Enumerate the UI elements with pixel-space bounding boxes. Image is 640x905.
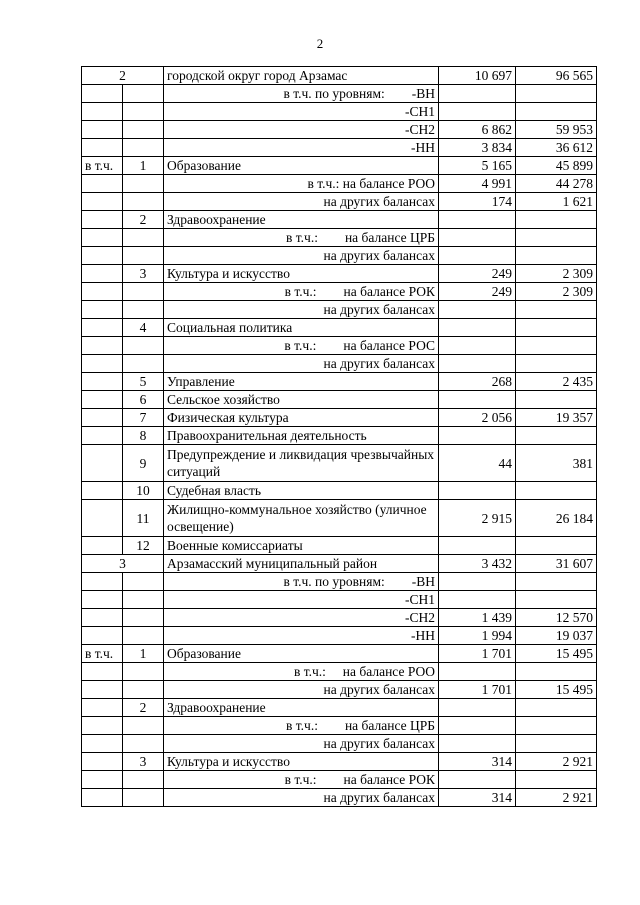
table-row xyxy=(82,699,597,717)
item-number-cell: 12 xyxy=(123,537,164,555)
value-1-cell xyxy=(439,573,516,591)
item-number-cell xyxy=(123,789,164,807)
item-number-cell xyxy=(123,247,164,265)
group-label-cell xyxy=(82,85,123,103)
table-row xyxy=(82,789,597,807)
name-cell: Социальная политика xyxy=(164,319,439,337)
group-label-cell xyxy=(82,175,123,193)
table-row xyxy=(82,500,597,537)
table-row xyxy=(82,482,597,500)
value-2-cell xyxy=(516,735,597,753)
value-1-cell xyxy=(439,85,516,103)
value-1-cell xyxy=(439,771,516,789)
value-2-cell: 31 607 xyxy=(516,555,597,573)
name-cell: в т.ч.: на балансе РОС xyxy=(164,337,439,355)
group-label-cell xyxy=(82,573,123,591)
table-row xyxy=(82,609,597,627)
item-number-cell: 8 xyxy=(123,427,164,445)
table-row xyxy=(82,537,597,555)
name-cell: в т.ч.: на балансе РОК xyxy=(164,283,439,301)
value-1-cell: 249 xyxy=(439,283,516,301)
value-2-cell: 2 435 xyxy=(516,373,597,391)
table-row xyxy=(82,139,597,157)
value-2-cell: 2 309 xyxy=(516,265,597,283)
value-2-cell: 15 495 xyxy=(516,681,597,699)
table-row xyxy=(82,753,597,771)
item-number-cell: 11 xyxy=(123,500,164,537)
table-row xyxy=(82,627,597,645)
value-1-cell: 6 862 xyxy=(439,121,516,139)
item-number-cell: 1 xyxy=(123,645,164,663)
value-2-cell: 19 357 xyxy=(516,409,597,427)
value-2-cell: 2 921 xyxy=(516,789,597,807)
item-number-cell: 5 xyxy=(123,373,164,391)
value-2-cell: 26 184 xyxy=(516,500,597,537)
table-row xyxy=(82,591,597,609)
name-cell: в т.ч.: на балансе РОК xyxy=(164,771,439,789)
table-row xyxy=(82,427,597,445)
item-number-cell xyxy=(123,85,164,103)
name-cell: на других балансах xyxy=(164,301,439,319)
name-cell: Образование xyxy=(164,157,439,175)
name-cell: Здравоохранение xyxy=(164,211,439,229)
value-1-cell xyxy=(439,337,516,355)
table-row xyxy=(82,355,597,373)
value-1-cell: 249 xyxy=(439,265,516,283)
group-label-cell xyxy=(82,355,123,373)
value-1-cell xyxy=(439,427,516,445)
name-cell: на других балансах xyxy=(164,681,439,699)
table-row xyxy=(82,67,597,85)
value-2-cell xyxy=(516,85,597,103)
name-cell: в т.ч.: на балансе ЦРБ xyxy=(164,229,439,247)
value-2-cell: 15 495 xyxy=(516,645,597,663)
value-1-cell xyxy=(439,247,516,265)
table-row xyxy=(82,717,597,735)
value-2-cell: 59 953 xyxy=(516,121,597,139)
group-label-cell xyxy=(82,391,123,409)
table-row xyxy=(82,211,597,229)
value-2-cell: 2 309 xyxy=(516,283,597,301)
name-cell: на других балансах xyxy=(164,193,439,211)
group-label-cell xyxy=(82,663,123,681)
value-2-cell xyxy=(516,427,597,445)
item-number-cell: 4 xyxy=(123,319,164,337)
row-number-cell: 3 xyxy=(82,555,164,573)
table-row xyxy=(82,555,597,573)
value-1-cell xyxy=(439,355,516,373)
item-number-cell: 2 xyxy=(123,699,164,717)
table-row xyxy=(82,103,597,121)
value-2-cell xyxy=(516,337,597,355)
group-label-cell xyxy=(82,229,123,247)
group-label-cell xyxy=(82,319,123,337)
item-number-cell xyxy=(123,591,164,609)
name-cell: Судебная власть xyxy=(164,482,439,500)
item-number-cell xyxy=(123,283,164,301)
value-1-cell: 5 165 xyxy=(439,157,516,175)
value-1-cell xyxy=(439,735,516,753)
value-2-cell xyxy=(516,301,597,319)
group-label-cell xyxy=(82,500,123,537)
table-row xyxy=(82,175,597,193)
name-cell: в т.ч.: на балансе РОО xyxy=(164,175,439,193)
value-2-cell xyxy=(516,591,597,609)
group-label-cell xyxy=(82,283,123,301)
group-label-cell xyxy=(82,373,123,391)
value-1-cell xyxy=(439,591,516,609)
table-row xyxy=(82,573,597,591)
group-label-cell xyxy=(82,753,123,771)
value-2-cell: 1 621 xyxy=(516,193,597,211)
group-label-cell xyxy=(82,735,123,753)
value-2-cell xyxy=(516,699,597,717)
value-2-cell: 2 921 xyxy=(516,753,597,771)
table-row xyxy=(82,373,597,391)
value-1-cell: 314 xyxy=(439,753,516,771)
group-label-cell: в т.ч. xyxy=(82,645,123,663)
value-2-cell xyxy=(516,391,597,409)
name-cell: -СН1 xyxy=(164,103,439,121)
name-cell: в т.ч.: на балансе ЦРБ xyxy=(164,717,439,735)
group-label-cell xyxy=(82,627,123,645)
table-row xyxy=(82,121,597,139)
value-1-cell: 3 432 xyxy=(439,555,516,573)
item-number-cell: 7 xyxy=(123,409,164,427)
name-cell: городской округ город Арзамас xyxy=(164,67,439,85)
name-cell: на других балансах xyxy=(164,735,439,753)
table-row xyxy=(82,391,597,409)
group-label-cell xyxy=(82,409,123,427)
value-1-cell: 3 834 xyxy=(439,139,516,157)
name-cell: -СН1 xyxy=(164,591,439,609)
value-2-cell xyxy=(516,771,597,789)
value-2-cell: 96 565 xyxy=(516,67,597,85)
group-label-cell xyxy=(82,482,123,500)
value-1-cell: 2 056 xyxy=(439,409,516,427)
value-2-cell xyxy=(516,319,597,337)
name-cell: Физическая культура xyxy=(164,409,439,427)
name-cell: Предупреждение и ликвидация чрезвычайных ситуаций xyxy=(164,445,439,482)
value-1-cell: 2 915 xyxy=(439,500,516,537)
group-label-cell xyxy=(82,771,123,789)
item-number-cell: 2 xyxy=(123,211,164,229)
group-label-cell xyxy=(82,301,123,319)
name-cell: Сельское хозяйство xyxy=(164,391,439,409)
value-2-cell xyxy=(516,663,597,681)
value-1-cell xyxy=(439,103,516,121)
item-number-cell xyxy=(123,301,164,319)
table-row xyxy=(82,337,597,355)
item-number-cell xyxy=(123,663,164,681)
item-number-cell xyxy=(123,717,164,735)
group-label-cell: в т.ч. xyxy=(82,157,123,175)
name-cell: -СН2 xyxy=(164,609,439,627)
group-label-cell xyxy=(82,591,123,609)
item-number-cell xyxy=(123,355,164,373)
item-number-cell: 3 xyxy=(123,265,164,283)
value-1-cell: 44 xyxy=(439,445,516,482)
item-number-cell xyxy=(123,139,164,157)
item-number-cell xyxy=(123,627,164,645)
table-row xyxy=(82,445,597,482)
table-row xyxy=(82,645,597,663)
name-cell: Правоохранительная деятельность xyxy=(164,427,439,445)
group-label-cell xyxy=(82,265,123,283)
value-1-cell xyxy=(439,699,516,717)
value-1-cell: 174 xyxy=(439,193,516,211)
value-1-cell: 1 701 xyxy=(439,645,516,663)
table-row xyxy=(82,229,597,247)
item-number-cell xyxy=(123,175,164,193)
page-number: 2 xyxy=(316,36,324,51)
table-row xyxy=(82,409,597,427)
value-1-cell: 1 439 xyxy=(439,609,516,627)
data-table xyxy=(81,66,597,807)
value-1-cell xyxy=(439,319,516,337)
table-row xyxy=(82,85,597,103)
table-row xyxy=(82,681,597,699)
value-2-cell xyxy=(516,247,597,265)
value-1-cell: 10 697 xyxy=(439,67,516,85)
group-label-cell xyxy=(82,789,123,807)
group-label-cell xyxy=(82,445,123,482)
item-number-cell xyxy=(123,193,164,211)
name-cell: в т.ч.: на балансе РОО xyxy=(164,663,439,681)
row-number-cell: 2 xyxy=(82,67,164,85)
item-number-cell xyxy=(123,121,164,139)
group-label-cell xyxy=(82,103,123,121)
item-number-cell: 9 xyxy=(123,445,164,482)
item-number-cell: 6 xyxy=(123,391,164,409)
name-cell: Управление xyxy=(164,373,439,391)
item-number-cell: 10 xyxy=(123,482,164,500)
group-label-cell xyxy=(82,193,123,211)
table-row xyxy=(82,771,597,789)
item-number-cell: 3 xyxy=(123,753,164,771)
name-cell: -СН2 xyxy=(164,121,439,139)
value-2-cell: 45 899 xyxy=(516,157,597,175)
item-number-cell xyxy=(123,609,164,627)
group-label-cell xyxy=(82,247,123,265)
table-row xyxy=(82,319,597,337)
value-1-cell xyxy=(439,229,516,247)
name-cell: Жилищно-коммунальное хозяйство (уличное освещение) xyxy=(164,500,439,537)
group-label-cell xyxy=(82,681,123,699)
table-row xyxy=(82,663,597,681)
name-cell: на других балансах xyxy=(164,789,439,807)
value-1-cell: 268 xyxy=(439,373,516,391)
item-number-cell xyxy=(123,771,164,789)
name-cell: Культура и искусство xyxy=(164,753,439,771)
value-1-cell xyxy=(439,482,516,500)
name-cell: -НН xyxy=(164,139,439,157)
value-2-cell xyxy=(516,211,597,229)
name-cell: Культура и искусство xyxy=(164,265,439,283)
value-1-cell xyxy=(439,717,516,735)
value-2-cell xyxy=(516,229,597,247)
item-number-cell xyxy=(123,337,164,355)
group-label-cell xyxy=(82,537,123,555)
group-label-cell xyxy=(82,121,123,139)
value-1-cell xyxy=(439,537,516,555)
value-2-cell: 381 xyxy=(516,445,597,482)
name-cell: Здравоохранение xyxy=(164,699,439,717)
group-label-cell xyxy=(82,139,123,157)
value-2-cell xyxy=(516,537,597,555)
name-cell: в т.ч. по уровням: -ВН xyxy=(164,85,439,103)
item-number-cell: 1 xyxy=(123,157,164,175)
group-label-cell xyxy=(82,609,123,627)
group-label-cell xyxy=(82,337,123,355)
value-2-cell xyxy=(516,717,597,735)
value-1-cell xyxy=(439,301,516,319)
item-number-cell xyxy=(123,735,164,753)
value-1-cell xyxy=(439,391,516,409)
item-number-cell xyxy=(123,103,164,121)
table-row xyxy=(82,193,597,211)
value-2-cell: 44 278 xyxy=(516,175,597,193)
table-row xyxy=(82,265,597,283)
group-label-cell xyxy=(82,211,123,229)
name-cell: в т.ч. по уровням: -ВН xyxy=(164,573,439,591)
table-row xyxy=(82,247,597,265)
value-1-cell xyxy=(439,663,516,681)
value-1-cell xyxy=(439,211,516,229)
table-row xyxy=(82,283,597,301)
value-2-cell xyxy=(516,482,597,500)
group-label-cell xyxy=(82,427,123,445)
item-number-cell xyxy=(123,573,164,591)
name-cell: на других балансах xyxy=(164,355,439,373)
table-body xyxy=(82,67,597,807)
value-2-cell xyxy=(516,355,597,373)
name-cell: Образование xyxy=(164,645,439,663)
value-1-cell: 1 994 xyxy=(439,627,516,645)
item-number-cell xyxy=(123,681,164,699)
name-cell: на других балансах xyxy=(164,247,439,265)
table-row xyxy=(82,301,597,319)
name-cell: -НН xyxy=(164,627,439,645)
value-2-cell: 36 612 xyxy=(516,139,597,157)
value-2-cell: 19 037 xyxy=(516,627,597,645)
value-1-cell: 1 701 xyxy=(439,681,516,699)
value-1-cell: 314 xyxy=(439,789,516,807)
item-number-cell xyxy=(123,229,164,247)
name-cell: Арзамасский муниципальный район xyxy=(164,555,439,573)
group-label-cell xyxy=(82,699,123,717)
group-label-cell xyxy=(82,717,123,735)
name-cell: Военные комиссариаты xyxy=(164,537,439,555)
value-1-cell: 4 991 xyxy=(439,175,516,193)
table-row xyxy=(82,735,597,753)
value-2-cell xyxy=(516,573,597,591)
table-row xyxy=(82,157,597,175)
value-2-cell: 12 570 xyxy=(516,609,597,627)
value-2-cell xyxy=(516,103,597,121)
